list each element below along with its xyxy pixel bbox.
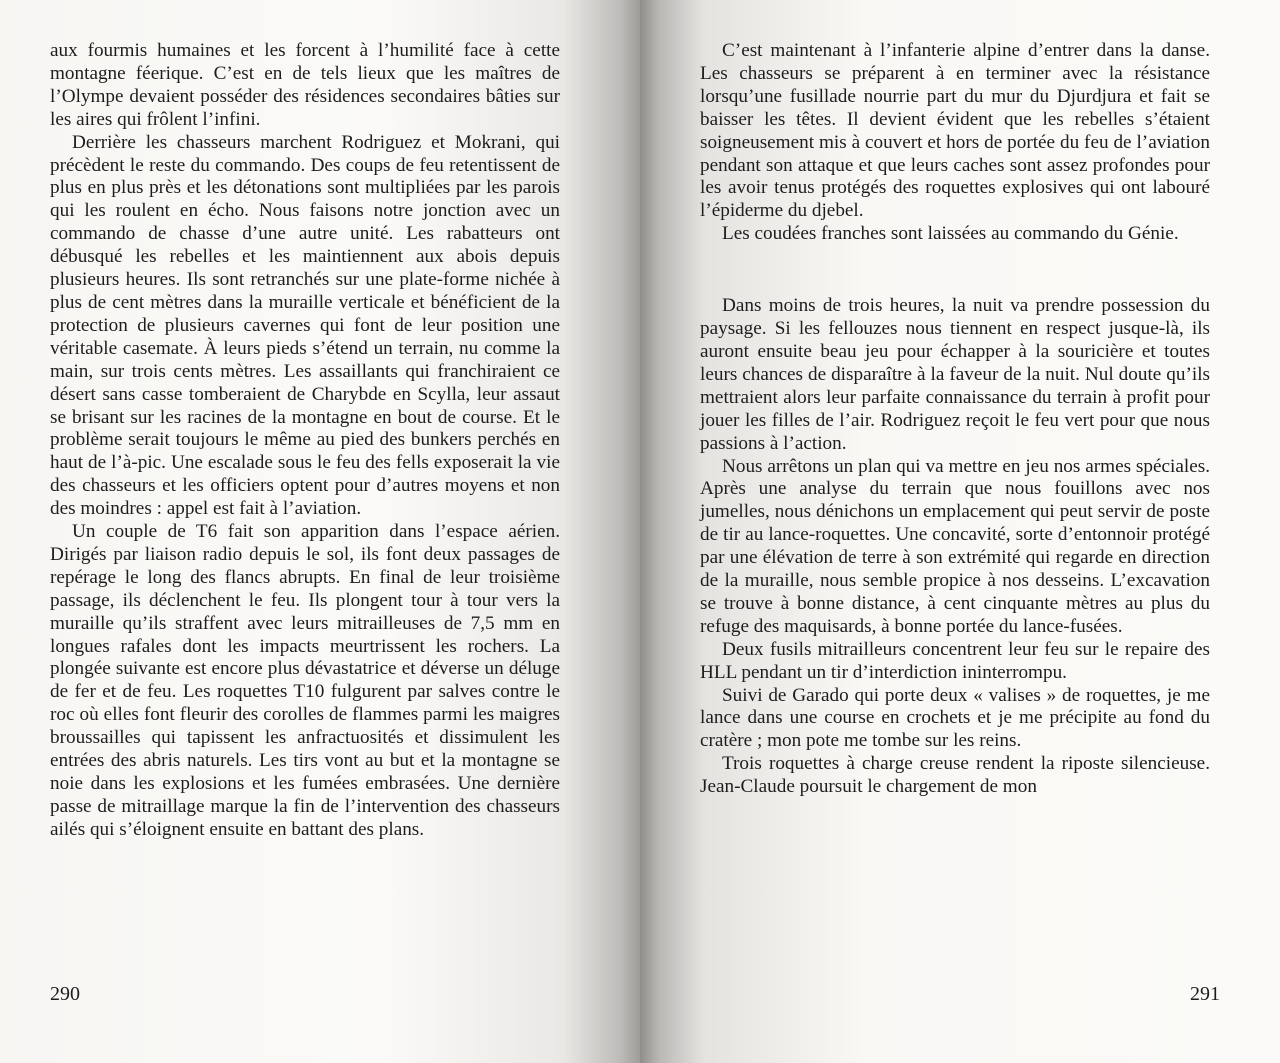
paragraph: Dans moins de trois heures, la nuit va prendre possession du paysage. Si les fellouzes nous tiennent en respect jusque-là, ils auront ensuite beau jeu pour échapper à la souricière et toutes leurs chances de disparaître à la faveur de la nuit. Nul doute qu’ils mettraient alors leur parfaite connaissance du terrain à profit pour jouer les filles de l’air. Rodriguez reçoit le feu vert pour que nous passions à l’action. (700, 295, 1210, 454)
page-number: 290 (50, 983, 80, 1005)
paragraph: Derrière les chasseurs marchent Rodriguez et Mokrani, qui précèdent le reste du commando. Des coups de feu retentissent de plus en plus près et les détonations sont multipliées par les parois qui les roulent en écho. Nous faisons notre jonction avec un commando de chasse d’une autre unité. Les rabatteurs ont débusqué les rebelles et les maintiennent aux abois depuis plusieurs heures. Ils sont retranchés sur une plate-forme nichée à plus de cent mètres dans la muraille verticale et bénéficient de la protection de plusieurs cavernes qui font de leur position une véritable casemate. À leurs pieds s’étend un terrain, nu comme la main, sur trois cents mètres. Les assaillants qui franchiraient ce désert sans casse tomberaient de Charybde en Scylla, leur assaut se brisant sur les racines de la montagne en bout de course. Et le problème serait toujours le même au pied des bunkers perchés en haut de l’à-pic. Une escalade sous le feu des fells exposerait la vie des chasseurs et les officiers optent pour d’autres moyens et non des moindres : appel est fait à l’aviation. (50, 131, 560, 520)
left-page-text (50, 40, 560, 842)
page-number: 291 (1190, 983, 1220, 1005)
paragraph: Nous arrêtons un plan qui va mettre en jeu nos armes spéciales. Après une analyse du terrain que nous fouillons avec nos jumelles, nous dénichons un emplacement qui peut servir de poste de tir au lance-roquettes. Une concavité, sorte d’entonnoir protégé par une élévation de terre à son extrémité qui regarde en direction de la muraille, nous semble propice à nos desseins. L’excavation se trouve à bonne distance, à cent cinquante mètres au plus du refuge des maquisards, à bonne portée du lance-fusées. (700, 455, 1210, 637)
right-page (640, 0, 1280, 1063)
paragraph: Trois roquettes à charge creuse rendent la riposte silencieuse. Jean-Claude poursuit le chargement de mon (700, 753, 1210, 798)
paragraph: Les coudées franches sont laissées au commando du Génie. (722, 223, 1179, 245)
paragraph: Suivi de Garado qui porte deux « valises » de roquettes, je me lance dans une course en crochets et je me précipite au fond du cratère ; mon pote me tombe sur les reins. (700, 684, 1210, 752)
paragraph: aux fourmis humaines et les forcent à l’humilité face à cette montagne féerique. C’est en de tels lieux que les maîtres de l’Olympe devaient posséder des résidences secondaires bâties sur les aires qui frôlent l’infini. (50, 40, 560, 130)
paragraph: C’est maintenant à l’infanterie alpine d’entrer dans la danse. Les chasseurs se préparent à en terminer avec la résistance lorsqu’une fusillade nourrie part du mur du Djurdjura et fait se baisser les têtes. Il devient évident que les rebelles s’étaient soigneusement mis à couvert et hors de portée du feu de l’aviation pendant son attaque et que leurs caches sont assez profondes pour les avoir tenus protégés des roquettes explosives qui ont labouré l’épiderme du djebel. (700, 40, 1210, 222)
paragraph: Deux fusils mitrailleurs concentrent leur feu sur le repaire des HLL pendant un tir d’interdiction ininterrompu. (700, 638, 1210, 683)
right-page-text (700, 40, 1210, 799)
paragraph: Un couple de T6 fait son apparition dans l’espace aérien. Dirigés par liaison radio depuis le sol, ils font deux passages de repérage le long des flancs abrupts. En final de leur troisième passage, ils déclenchent le feu. Ils plongent tour à tour vers la muraille qu’ils straffent avec leurs mitrailleuses de 7,5 mm en longues rafales dont les impacts meurtrissent les rochers. La plongée suivante est encore plus dévastatrice et déverse un déluge de fer et de feu. Les roquettes T10 fulgurent par salves contre le roc où elles font fleurir des corolles de flammes parmi les maigres broussailles qui tapissent les anfractuosités et dissimulent les entrées des abris naturels. Les tirs vont au but et la montagne se noie dans les explosions et les fumées embrasées. Une dernière passe de mitraillage marque la fin de l’intervention des chasseurs ailés qui s’éloignent ensuite en battant des plans. (50, 521, 560, 840)
